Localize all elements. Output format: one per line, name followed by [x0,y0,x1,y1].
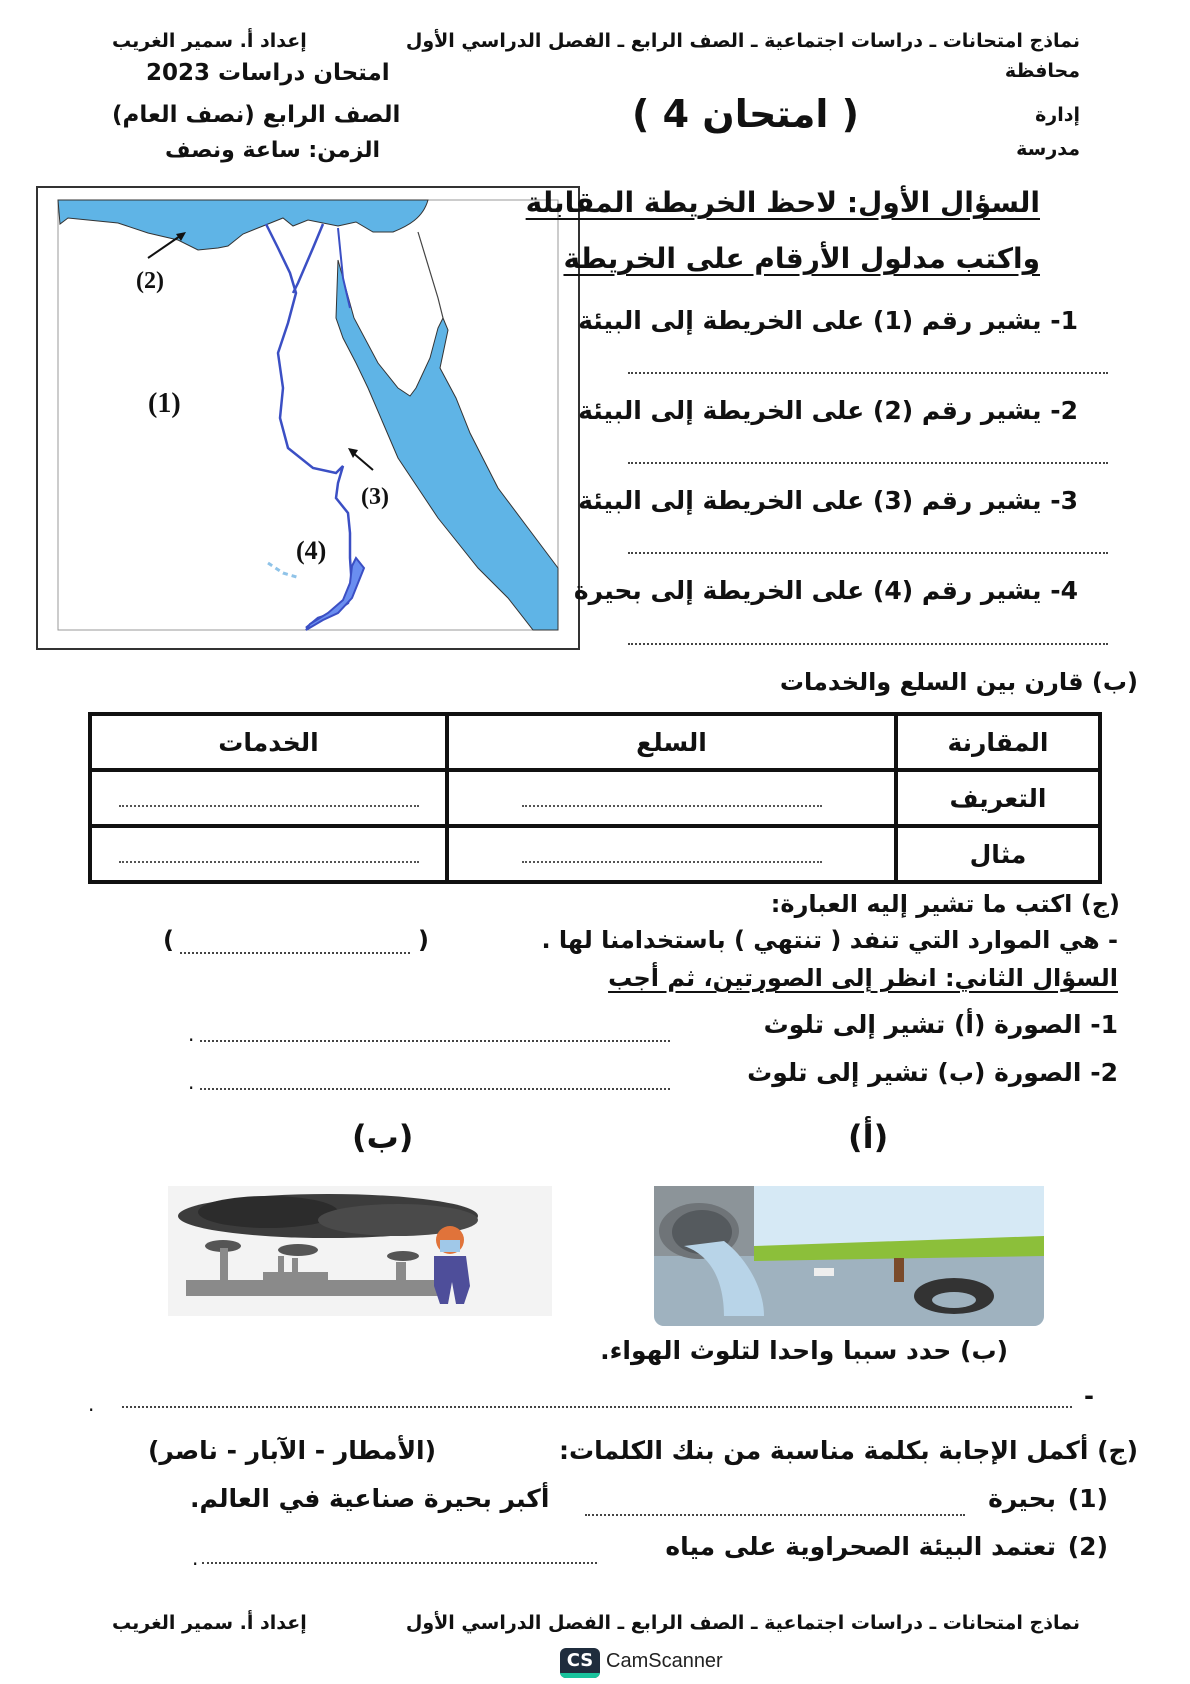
q2-c-item-2-num: (2) [1067,1532,1108,1561]
q2-c-item-2-answer[interactable] [202,1562,597,1564]
q1-item-3: 3- يشير رقم (3) على الخريطة إلى البيئة [578,486,1078,515]
header-time: الزمن: ساعة ونصف [165,138,381,163]
q2-c-item-1-before: بحيرة [988,1484,1056,1513]
header-governorate: محافظة [1004,60,1080,82]
table-header-row [90,714,1100,770]
q2-part-b-title: (ب) حدد سببا واحدا لتلوث الهواء. [600,1336,1008,1365]
red-sea [336,260,558,630]
services-example-cell[interactable] [90,826,447,882]
egypt-map-svg [38,188,578,648]
q2-c-item-1-num: (1) [1067,1484,1108,1513]
q2-title: السؤال الثاني: انظر إلى الصورتين، ثم أجب [608,964,1118,992]
header-top-line: نماذج امتحانات ـ دراسات اجتماعية ـ الصف الرابع ـ الفصل الدراسي الأول [405,30,1080,52]
mediterranean-sea [58,200,428,250]
table-row [90,770,1100,826]
header-school: مدرسة [1016,138,1080,160]
camscanner-logo-icon: CS [560,1648,600,1678]
q1-title-line2: واكتب مدلول الأرقام على الخريطة [563,242,1040,275]
q2-word-bank: (الأمطار - الآبار - ناصر) [148,1436,437,1465]
water-pollution-image [654,1186,1044,1326]
table-header-services: الخدمات [90,714,447,770]
q2-part-b-answer[interactable] [122,1406,1072,1408]
q1-answer-1[interactable] [628,372,1108,374]
goods-services-table [88,712,1102,884]
header-grade: الصف الرابع (نصف العام) [112,102,401,128]
goods-definition-cell[interactable] [447,770,896,826]
q1-title-line1: السؤال الأول: لاحظ الخريطة المقابلة [525,186,1040,219]
footer-line: نماذج امتحانات ـ دراسات اجتماعية ـ الصف الرابع ـ الفصل الدراسي الأول [405,1612,1080,1634]
q2-c-item-1-after: أكبر بحيرة صناعية في العالم. [190,1484,550,1513]
image-label-a: (أ) [848,1118,889,1156]
q1-part-b-title: (ب) قارن بين السلع والخدمات [779,668,1138,696]
image-label-b: (ب) [352,1118,414,1156]
footer-author: إعداد أ. سمير الغريب [112,1612,307,1634]
q2-answer-1[interactable] [200,1040,670,1042]
header-exam-subject: امتحان دراسات 2023 [146,60,390,86]
table-header-goods: السلع [447,714,896,770]
map-label-3: (3) [361,484,389,510]
q1-part-c-paren-open: ( [418,926,429,954]
exam-number-title: ( امتحان 4 ) [632,92,860,136]
camscanner-watermark: CamScanner [606,1650,723,1672]
q1-answer-4[interactable] [628,643,1108,645]
header-author: إعداد أ. سمير الغريب [112,30,307,52]
q1-item-4: 4- يشير رقم (4) على الخريطة إلى بحيرة [573,576,1078,605]
q2-item-2: 2- الصورة (ب) تشير إلى تلوث [747,1058,1118,1087]
q2-item-1: 1- الصورة (أ) تشير إلى تلوث [763,1010,1118,1039]
arrow-3-icon [352,452,373,470]
q2-c-item-1-answer[interactable] [585,1514,965,1516]
q1-part-c-paren-close: ) [163,926,174,954]
egypt-map [36,186,580,650]
q1-part-c-answer[interactable] [180,952,410,954]
header-administration: إدارة [1035,104,1080,126]
row-label-example: مثال [896,826,1100,882]
goods-example-cell[interactable] [447,826,896,882]
table-row [90,826,1100,882]
services-definition-cell[interactable] [90,770,447,826]
table-header-comparison: المقارنة [896,714,1100,770]
q2-part-b-dash: - [1084,1382,1094,1410]
q1-item-1: 1- يشير رقم (1) على الخريطة إلى البيئة [578,306,1078,335]
q2-answer-2[interactable] [200,1088,670,1090]
q2-part-c-title: (ج) أكمل الإجابة بكلمة مناسبة من بنك الكلمات: [558,1436,1138,1465]
map-label-4: (4) [296,536,327,565]
q1-part-c-title: (ج) اكتب ما تشير إليه العبارة: [770,890,1120,918]
q2-c-item-2-before: تعتمد البيئة الصحراوية على مياه [665,1532,1056,1561]
row-label-definition: التعريف [896,770,1100,826]
map-label-1: (1) [148,388,181,419]
map-label-2: (2) [136,268,164,294]
q1-answer-2[interactable] [628,462,1108,464]
q1-answer-3[interactable] [628,552,1108,554]
q1-item-2: 2- يشير رقم (2) على الخريطة إلى البيئة [578,396,1078,425]
air-pollution-image [168,1186,552,1316]
q1-part-c-statement: - هي الموارد التي تنفد ( تنتهي ) باستخدامنا لها . [541,926,1118,954]
arrow-2-icon [148,234,183,258]
